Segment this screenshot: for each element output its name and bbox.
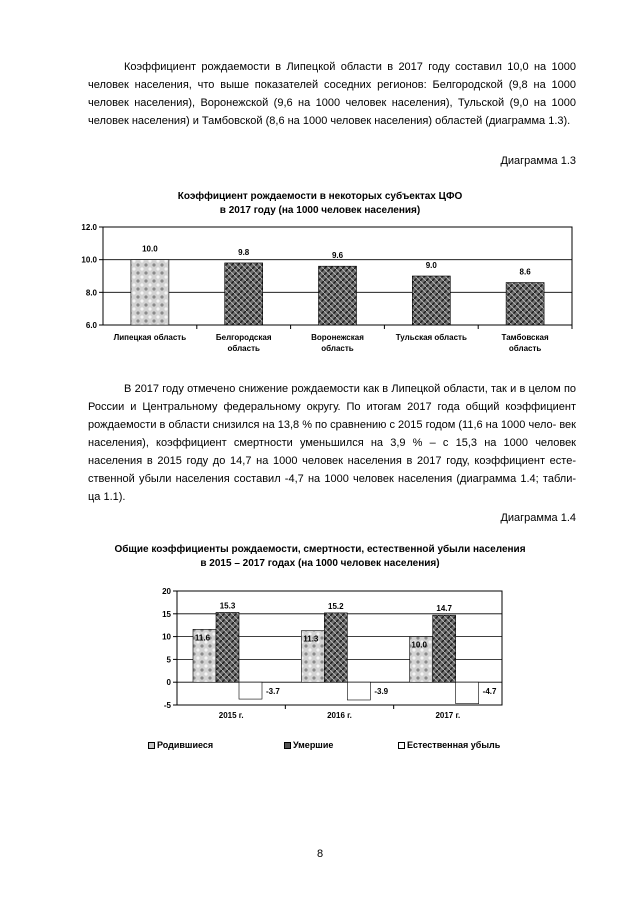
data-label: 15.3 bbox=[219, 601, 236, 611]
data-label: 10.0 bbox=[142, 244, 158, 254]
bar bbox=[347, 682, 370, 700]
category-label: 2017 г. bbox=[435, 711, 461, 720]
chart2-title bbox=[0, 543, 640, 571]
bar bbox=[433, 615, 456, 682]
legend-item-natural-decrease bbox=[398, 740, 500, 750]
data-label: 11.3 bbox=[303, 634, 319, 644]
category-label: Белгородская bbox=[215, 333, 272, 342]
category-label: Воронежская bbox=[311, 333, 364, 342]
chart1-title-line1: Коэффициент рождаемости в некоторых субъектах ЦФО bbox=[177, 191, 463, 202]
bar bbox=[239, 682, 262, 699]
data-label: -3.9 bbox=[374, 687, 389, 697]
chart1-title-line2: в 2017 году (на 1000 человек населения) bbox=[219, 205, 421, 216]
diagram-caption-1-3: Диаграмма 1.3 bbox=[500, 155, 576, 167]
legend-swatch-natural-decrease bbox=[398, 742, 405, 749]
y-tick-label: 20 bbox=[162, 587, 171, 596]
bar bbox=[456, 682, 479, 703]
paragraph-birth-decline bbox=[88, 380, 576, 506]
y-tick-label: 10.0 bbox=[81, 255, 97, 265]
bar bbox=[324, 613, 347, 682]
chart2-vital-rates bbox=[0, 580, 640, 725]
data-label: 9.0 bbox=[425, 261, 437, 270]
data-label: -4.7 bbox=[482, 687, 497, 697]
legend-label-births: Родившиеся bbox=[157, 740, 214, 750]
category-label: область bbox=[321, 344, 354, 353]
paragraph-line: рождаемости в области снизился на 13,8 % по сравнению с 2015 годом (11,6 на 1000 чело- bbox=[88, 419, 557, 431]
category-label: Тульская область bbox=[395, 333, 467, 342]
category-label: область bbox=[227, 344, 260, 353]
legend-item-deaths bbox=[284, 740, 333, 750]
paragraph-line: по России и Центральному федеральному округу. По итогам 2017 года общий коэффициент bbox=[88, 383, 577, 413]
legend-swatch-births bbox=[148, 742, 155, 749]
bar bbox=[412, 276, 450, 325]
legend-item-births bbox=[148, 740, 213, 750]
bar bbox=[506, 283, 544, 325]
paragraph-line: человек населения, что выше показателей соседних регионов: Белгородской (9,8 на 1000 bbox=[88, 79, 576, 91]
paragraph-line: Коэффициент рождаемости в Липецкой области в 2017 году составил 10,0 на 1000 bbox=[124, 61, 576, 73]
y-tick-label: 6.0 bbox=[85, 321, 97, 330]
category-label: область bbox=[508, 344, 542, 353]
category-label: Липецкая область bbox=[113, 333, 187, 342]
paragraph-line: 1.3). bbox=[548, 115, 571, 127]
category-label: 2015 г. bbox=[218, 711, 244, 720]
chart2-title-line1: Общие коэффициенты рождаемости, смертности, естественной убыли населения bbox=[114, 544, 526, 555]
data-label: 9.6 bbox=[331, 251, 344, 261]
chart1-title bbox=[0, 190, 640, 218]
paragraph-line: населения в 2015 году до 14,7 на 1000 человек населения в 2017 году, коэффициент есте- bbox=[88, 455, 576, 467]
y-tick-label: -5 bbox=[163, 701, 171, 710]
y-tick-label: 12.0 bbox=[81, 223, 97, 232]
y-tick-label: 8.0 bbox=[85, 288, 97, 298]
data-label: 15.2 bbox=[328, 601, 344, 611]
y-tick-label: 5 bbox=[166, 655, 171, 665]
legend-label-deaths: Умершие bbox=[293, 740, 334, 750]
y-tick-label: 0 bbox=[166, 678, 171, 688]
category-label: 2016 г. bbox=[327, 711, 352, 720]
y-tick-label: 15 bbox=[162, 609, 171, 619]
data-label: 8.6 bbox=[519, 267, 531, 277]
y-tick-label: 10 bbox=[162, 632, 171, 642]
page-number: 8 bbox=[316, 848, 324, 860]
chart2-title-line2: в 2015 – 2017 годах (на 1000 человек населения) bbox=[200, 558, 440, 569]
paragraph-line: человек населения), Воронежской (9,6 на 1000 человек населения), Тульской (9,0 на 1000 bbox=[88, 97, 576, 109]
data-label: 10.0 bbox=[411, 640, 427, 650]
paragraph-birth-rate-2017 bbox=[88, 58, 576, 130]
data-label: 14.7 bbox=[436, 604, 452, 614]
bar bbox=[225, 263, 263, 325]
legend-label-natural-decrease: Естественная убыль bbox=[407, 740, 501, 750]
paragraph-line: ца 1.1). bbox=[88, 491, 126, 503]
paragraph-line: В 2017 году отмечено снижение рождаемости как в Липецкой области, так и в целом bbox=[124, 383, 561, 395]
bar bbox=[319, 266, 357, 325]
data-label: 9.8 bbox=[238, 247, 250, 257]
bar bbox=[216, 612, 239, 682]
legend-swatch-deaths bbox=[284, 742, 291, 749]
paragraph-line: человек населения) и Тамбовской (8,6 на 1000 человек населения) областей (диаграмма bbox=[88, 115, 546, 127]
data-label: 11.6 bbox=[194, 633, 211, 643]
paragraph-line: век населения), коэффициент смертности уменьшился на 3,9 % – с 15,3 на 1000 человек bbox=[88, 419, 576, 449]
chart1-birth-rate-regions bbox=[0, 215, 640, 365]
paragraph-line: ственной убыли населения составил -4,7 на 1000 человек населения (диаграмма 1.4; табли- bbox=[88, 473, 576, 485]
bar bbox=[131, 260, 169, 325]
category-label: Тамбовская bbox=[501, 333, 549, 342]
diagram-caption-1-4: Диаграмма 1.4 bbox=[500, 512, 576, 524]
data-label: -3.7 bbox=[266, 687, 280, 697]
